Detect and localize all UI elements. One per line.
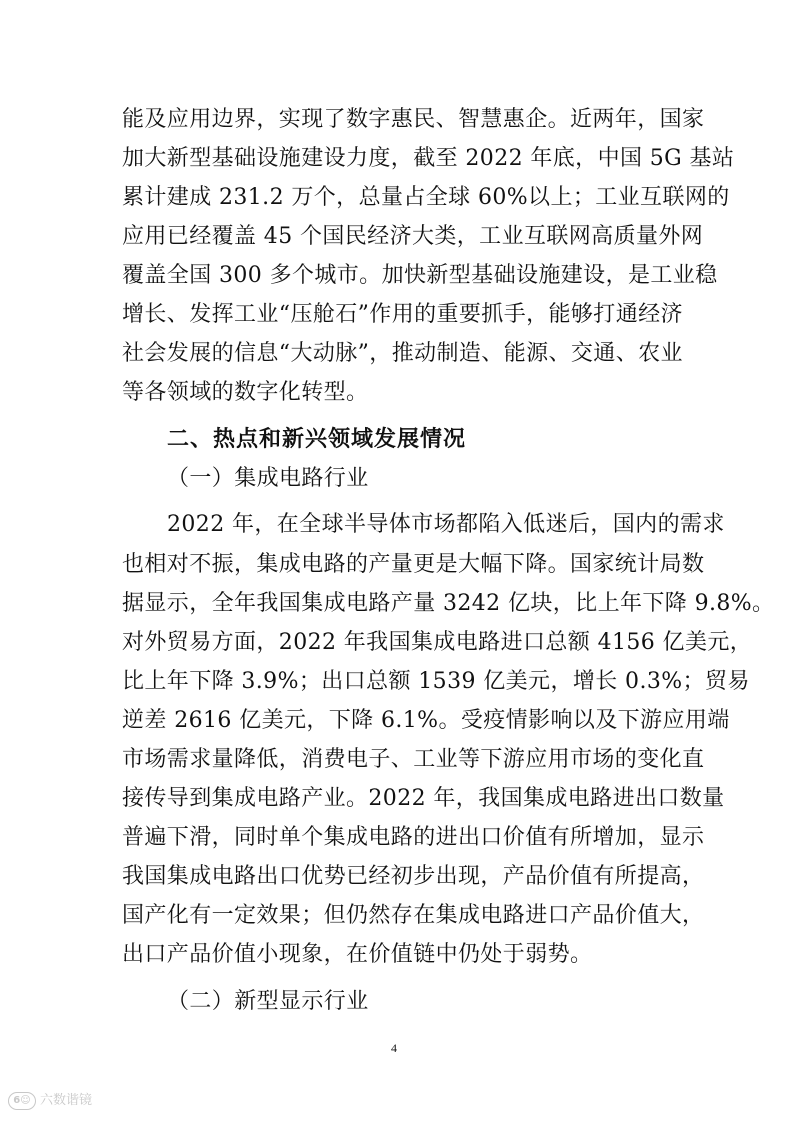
paragraph-2-line-2: 也相对不振，集成电路的产量更是大幅下降。国家统计局数: [122, 552, 705, 577]
paragraph-2-line-4: 对外贸易方面，2022 年我国集成电路进口总额 4156 亿美元，: [122, 630, 753, 655]
paragraph-2-line-6: 逆差 2616 亿美元，下降 6.1%。受疫情影响以及下游应用端: [122, 708, 730, 733]
paragraph-1-line-5: 覆盖全国 300 多个城市。加快新型基础设施建设，是工业稳: [122, 263, 718, 288]
paragraph-1-line-1: 能及应用边界，实现了数字惠民、智慧惠企。近两年，国家: [122, 107, 705, 132]
paragraph-2-line-9: 普遍下滑，同时单个集成电路的进出口价值有所增加，显示: [122, 825, 705, 850]
paragraph-2-line-1: 2022 年，在全球半导体市场都陷入低迷后，国内的需求: [167, 512, 725, 537]
paragraph-1-line-2: 加大新型基础设施建设力度，截至 2022 年底，中国 5G 基站: [122, 146, 735, 171]
page-number: 4: [391, 1041, 397, 1055]
subheading-integrated-circuits: （一）集成电路行业: [167, 466, 369, 491]
paragraph-2-line-5: 比上年下降 3.9%；出口总额 1539 亿美元，增长 0.3%；贸易: [122, 669, 750, 694]
paragraph-1-line-3: 累计建成 231.2 万个，总量占全球 60%以上；工业互联网的: [122, 185, 730, 210]
paragraph-2-line-12: 出口产品价值小现象，在价值链中仍处于弱势。: [122, 942, 593, 967]
section-heading: 二、热点和新兴领域发展情况: [167, 427, 467, 452]
paragraph-2-line-8: 接传导到集成电路产业。2022 年，我国集成电路进出口数量: [122, 786, 725, 811]
watermark: [8, 1092, 92, 1110]
paragraph-1-line-4: 应用已经覆盖 45 个国民经济大类，工业互联网高质量外网: [122, 224, 704, 249]
paragraph-1-line-6: 增长、发挥工业“压舱石”作用的重要抓手，能够打通经济: [122, 302, 683, 327]
paragraph-2-line-10: 我国集成电路出口优势已经初步出现，产品价值有所提高，: [122, 864, 705, 889]
paragraph-2-line-11: 国产化有一定效果；但仍然存在集成电路进口产品价值大，: [122, 903, 705, 928]
paragraph-1-line-7: 社会发展的信息“大动脉”，推动制造、能源、交通、农业: [122, 341, 683, 366]
paragraph-2-line-7: 市场需求量降低，消费电子、工业等下游应用市场的变化直: [122, 747, 705, 772]
subheading-new-display: （二）新型显示行业: [167, 989, 369, 1014]
watermark-logo-icon: 6☺: [8, 1092, 36, 1110]
watermark-text: 六数谐镜: [40, 1093, 93, 1108]
paragraph-2-line-3: 据显示，全年我国集成电路产量 3242 亿块，比上年下降 9.8%。: [122, 591, 775, 616]
paragraph-1-line-8: 等各领域的数字化转型。: [122, 380, 369, 405]
